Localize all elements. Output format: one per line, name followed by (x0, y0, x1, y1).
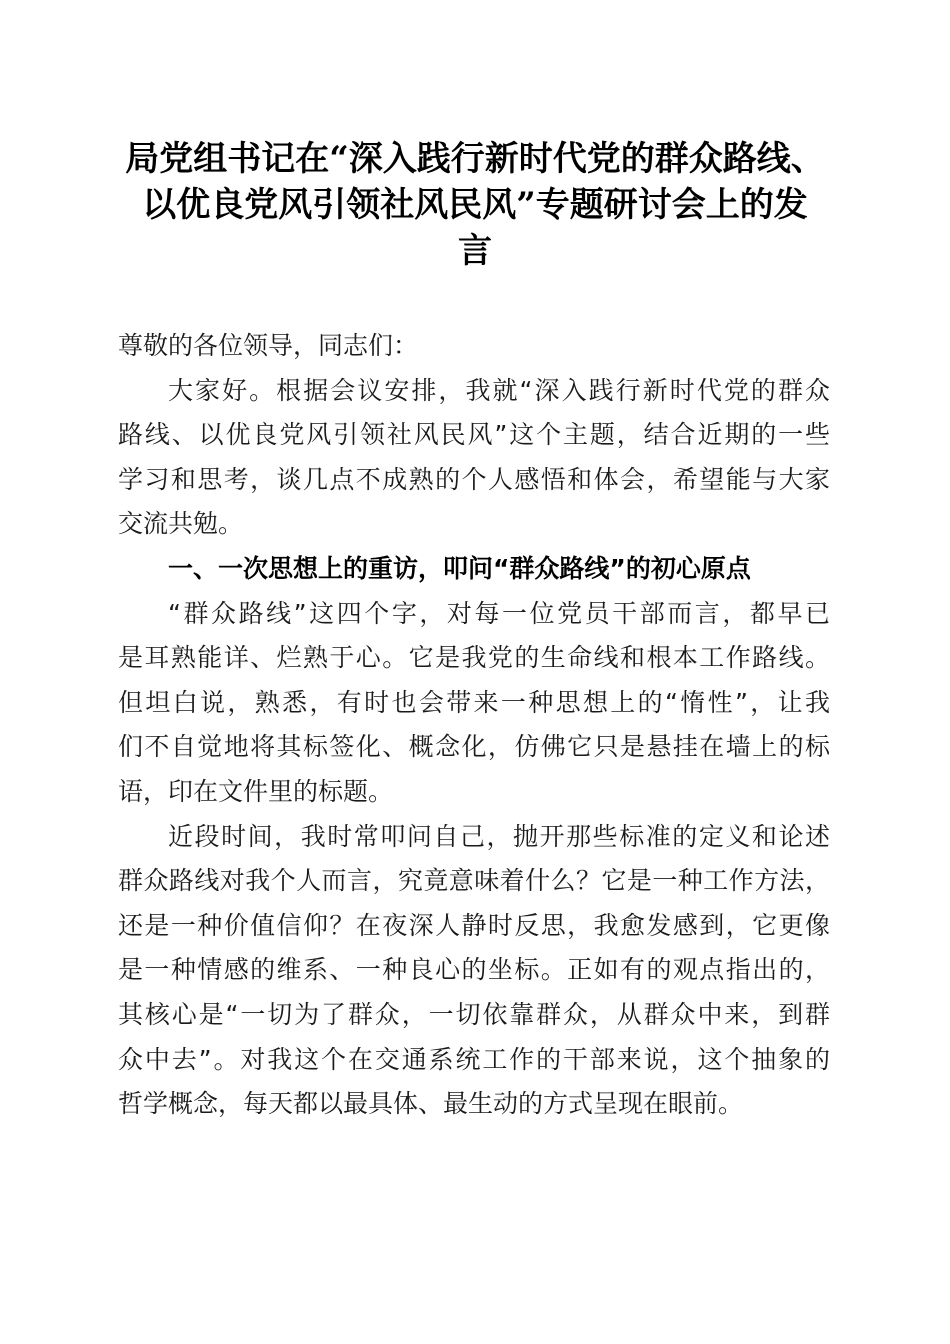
paragraph-line: 学习和思考，谈几点不成熟的个人感悟和体会，希望能与大家 (118, 464, 830, 494)
paragraph-mass-line (118, 592, 830, 815)
paragraph-line: 哲学概念，每天都以最具体、最生动的方式呈现在眼前。 (118, 1089, 744, 1119)
paragraph-line: 是耳熟能详、烂熟于心。它是我党的生命线和根本工作路线。 (118, 643, 830, 673)
section-heading: 一、一次思想上的重访，叩问“群众路线”的初心原点 (168, 553, 751, 583)
paragraph-line: 语，印在文件里的标题。 (118, 776, 394, 806)
paragraph-line: “群众路线”这四个字，对每一位党员干部而言，都早已 (168, 598, 830, 628)
paragraph-line: 是一种情感的维系、一种良心的坐标。正如有的观点指出的， (118, 955, 830, 985)
paragraph-opening (118, 369, 830, 547)
paragraph-line: 们不自觉地将其标签化、概念化，仿佛它只是悬挂在墙上的标 (118, 732, 830, 762)
document-title (108, 136, 842, 274)
title-line: 以优良党风引领社风民风”专题研讨会上的发 (142, 185, 808, 225)
paragraph-line: 群众路线对我个人而言，究竟意味着什么？它是一种工作方法， (118, 866, 830, 896)
paragraph-line: 近段时间，我时常叩问自己，抛开那些标准的定义和论述 (168, 821, 830, 851)
paragraph-line: 但坦白说，熟悉，有时也会带来一种思想上的“惰性”，让我 (118, 687, 830, 717)
paragraph-line: 路线、以优良党风引领社风民风”这个主题，结合近期的一些 (118, 420, 830, 450)
salutation: 尊敬的各位领导，同志们： (118, 331, 419, 360)
paragraph-reflection (118, 815, 830, 1127)
title-line: 局党组书记在“深入践行新时代党的群众路线、 (125, 139, 825, 179)
paragraph-line: 众中去”。对我这个在交通系统工作的干部来说，这个抽象的 (118, 1044, 830, 1074)
paragraph-line: 大家好。根据会议安排，我就“深入践行新时代党的群众 (168, 375, 830, 405)
title-line: 言 (458, 231, 492, 271)
paragraph-line: 交流共勉。 (118, 509, 244, 539)
paragraph-line: 还是一种价值信仰？在夜深人静时反思，我愈发感到，它更像 (118, 910, 830, 940)
paragraph-line: 其核心是“一切为了群众，一切依靠群众，从群众中来，到群 (118, 999, 830, 1029)
document-body (118, 324, 830, 1127)
